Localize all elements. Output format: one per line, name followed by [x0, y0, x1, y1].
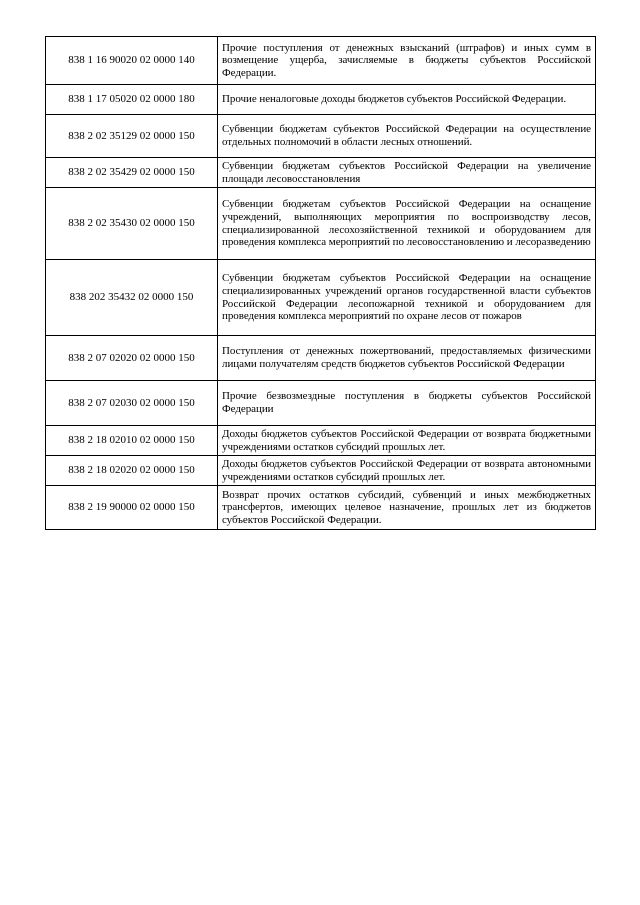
table-row — [46, 426, 596, 456]
income-description-cell: Возврат прочих остатков субсидий, субвенций и иных межбюджетных трансфертов, имеющих целевое назначение, прошлых лет из бюджетов субъектов Российской Федерации. — [218, 486, 596, 530]
income-description-cell: Субвенции бюджетам субъектов Российской Федерации на осуществление отдельных полномочий в области лесных отношений. — [218, 115, 596, 158]
budget-codes-table — [45, 36, 596, 530]
table-row — [46, 37, 596, 85]
budget-codes-table-body — [46, 37, 596, 530]
budget-code-cell: 838 2 07 02020 02 0000 150 — [46, 336, 218, 381]
budget-code-cell: 838 202 35432 02 0000 150 — [46, 260, 218, 336]
budget-code-cell: 838 2 02 35430 02 0000 150 — [46, 188, 218, 260]
income-description-cell: Прочие безвозмездные поступления в бюджеты субъектов Российской Федерации — [218, 381, 596, 426]
table-row — [46, 85, 596, 115]
budget-code-cell: 838 1 16 90020 02 0000 140 — [46, 37, 218, 85]
table-row — [46, 260, 596, 336]
budget-code-cell: 838 1 17 05020 02 0000 180 — [46, 85, 218, 115]
budget-code-cell: 838 2 19 90000 02 0000 150 — [46, 486, 218, 530]
table-row — [46, 115, 596, 158]
budget-code-cell: 838 2 02 35429 02 0000 150 — [46, 158, 218, 188]
budget-code-cell: 838 2 02 35129 02 0000 150 — [46, 115, 218, 158]
budget-code-cell: 838 2 18 02020 02 0000 150 — [46, 456, 218, 486]
income-description-cell: Прочие поступления от денежных взысканий (штрафов) и иных сумм в возмещение ущерба, зачисляемые в бюджеты субъектов Российской Федерации. — [218, 37, 596, 85]
table-row — [46, 456, 596, 486]
income-description-cell: Субвенции бюджетам субъектов Российской Федерации на оснащение специализированных учреждений органов государственной власти субъектов Российской Федерации лесопожарной техникой и оборудованием для проведения комплекса мероприятий по охране лесов от пожаров — [218, 260, 596, 336]
income-description-cell: Доходы бюджетов субъектов Российской Федерации от возврата бюджетными учреждениями остатков субсидий прошлых лет. — [218, 426, 596, 456]
budget-code-cell: 838 2 18 02010 02 0000 150 — [46, 426, 218, 456]
table-row — [46, 188, 596, 260]
table-row — [46, 336, 596, 381]
table-row — [46, 381, 596, 426]
income-description-cell: Субвенции бюджетам субъектов Российской Федерации на оснащение учреждений, выполняющих мероприятия по воспроизводству лесов, специализированной лесохозяйственной техникой и оборудованием для проведения комплекса мероприятий по лесовосстановлению и лесоразведению — [218, 188, 596, 260]
income-description-cell: Доходы бюджетов субъектов Российской Федерации от возврата автономными учреждениями остатков субсидий прошлых лет. — [218, 456, 596, 486]
budget-code-cell: 838 2 07 02030 02 0000 150 — [46, 381, 218, 426]
table-row — [46, 486, 596, 530]
income-description-cell: Поступления от денежных пожертвований, предоставляемых физическими лицами получателям средств бюджетов субъектов Российской Федерации — [218, 336, 596, 381]
table-row — [46, 158, 596, 188]
income-description-cell: Прочие неналоговые доходы бюджетов субъектов Российской Федерации. — [218, 85, 596, 115]
income-description-cell: Субвенции бюджетам субъектов Российской Федерации на увеличение площади лесовосстановления — [218, 158, 596, 188]
